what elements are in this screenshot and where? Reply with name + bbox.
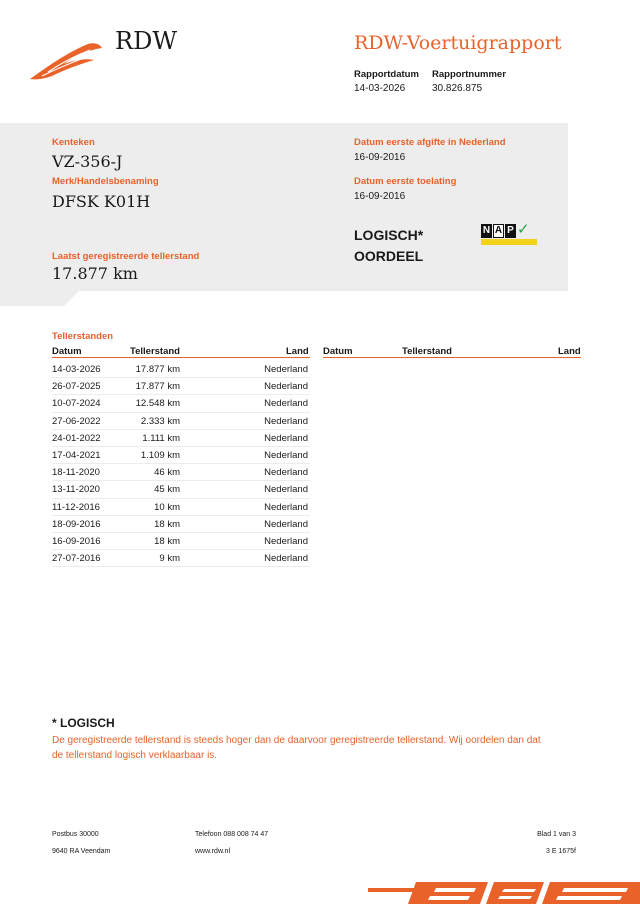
footer-stripes — [368, 880, 640, 906]
row-date: 14-03-2026 — [52, 364, 101, 375]
first-nl-value: 16-09-2016 — [354, 152, 406, 163]
table-row — [52, 413, 310, 430]
verdict-line-1: LOGISCH* — [354, 227, 424, 243]
odometer-table-title: Tellerstanden — [52, 331, 114, 342]
table-row — [52, 499, 310, 516]
row-date: 26-07-2025 — [52, 381, 101, 393]
row-km: 9 km — [159, 553, 180, 565]
nap-yellow-bar — [481, 239, 537, 245]
row-km: 1.111 km — [142, 432, 180, 444]
row-country: Nederland — [264, 518, 308, 530]
footer-city: 9640 RA Veendam — [52, 848, 111, 855]
table-row — [52, 395, 310, 412]
row-date: 18-11-2020 — [52, 467, 100, 479]
footer-website: www.rdw.nl — [195, 848, 231, 855]
table-header-km: Tellerstand — [130, 346, 180, 357]
row-date: 27-06-2022 — [52, 415, 101, 427]
table-header-country: Land — [286, 346, 309, 357]
plate-label: Kenteken — [52, 137, 95, 148]
table-row — [52, 533, 310, 550]
row-country: Nederland — [264, 398, 308, 410]
table-row — [52, 430, 310, 447]
table2-header-km: Tellerstand — [402, 346, 452, 357]
row-km: 18 km — [154, 518, 180, 530]
footer-page: Blad 1 van 3 — [537, 831, 576, 838]
row-km: 18 km — [154, 536, 180, 547]
odometer-value: 17.877 km — [52, 264, 138, 283]
plate-value: VZ-356-J — [52, 152, 123, 171]
brand-name: RDW — [115, 27, 177, 55]
report-number-value: 30.826.875 — [432, 83, 483, 94]
row-km: 17.877 km — [135, 381, 180, 393]
make-value: DFSK K01H — [52, 192, 151, 211]
row-date: 13-11-2020 — [52, 484, 100, 496]
table-row — [52, 447, 310, 464]
odometer-label: Laatst geregistreerde tellerstand — [52, 251, 200, 262]
note-heading: * LOGISCH — [52, 716, 115, 730]
footer-phone: Telefoon 088 008 74 47 — [195, 831, 269, 838]
table-row — [52, 516, 310, 533]
first-admission-value: 16-09-2016 — [354, 191, 406, 202]
table-row — [52, 378, 310, 395]
table-row — [52, 550, 310, 567]
row-date: 10-07-2024 — [52, 398, 101, 410]
report-date-value: 14-03-2026 — [354, 83, 406, 94]
table2-header-country: Land — [558, 346, 581, 357]
report-date-label: Rapportdatum — [354, 69, 419, 80]
nap-check-icon: ✓ — [517, 221, 530, 238]
table-row — [52, 361, 310, 378]
row-date: 27-07-2016 — [52, 553, 101, 565]
row-date: 18-09-2016 — [52, 518, 101, 530]
table-header-rule — [52, 357, 310, 358]
verdict-line-2: OORDEEL — [354, 248, 424, 264]
row-country: Nederland — [264, 364, 308, 375]
row-country: Nederland — [264, 501, 308, 513]
table2-header-rule — [323, 357, 581, 358]
row-km: 17.877 km — [135, 364, 180, 375]
first-nl-label: Datum eerste afgifte in Nederland — [354, 137, 506, 148]
row-date: 17-04-2021 — [52, 450, 101, 461]
row-km: 1.109 km — [140, 450, 180, 461]
row-km: 10 km — [154, 501, 180, 513]
row-country: Nederland — [264, 415, 308, 427]
report-number-label: Rapportnummer — [432, 69, 506, 80]
row-date: 24-01-2022 — [52, 432, 101, 444]
footer-postbus: Postbus 30000 — [52, 831, 99, 838]
table-row — [52, 481, 310, 498]
make-label: Merk/Handelsbenaming — [52, 176, 159, 187]
nap-letter-a: A — [494, 225, 503, 236]
row-country: Nederland — [264, 484, 308, 496]
panel-notch — [0, 290, 80, 306]
note-text: De geregistreerde tellerstand is steeds hoger dan de daarvoor geregistreerde tellerstand. Wij oordelen dan dat de tellerstand logisch verklaarbaar is. — [52, 735, 541, 761]
first-admission-label: Datum eerste toelating — [354, 176, 457, 187]
table-header-date: Datum — [52, 346, 82, 357]
table-row — [52, 464, 310, 481]
row-country: Nederland — [264, 536, 308, 547]
nap-letter-n: N — [482, 225, 491, 236]
row-country: Nederland — [264, 432, 308, 444]
nap-letter-p: P — [505, 224, 516, 238]
table2-header-date: Datum — [323, 346, 353, 357]
report-title: RDW-Voertuigrapport — [354, 32, 562, 54]
row-date: 16-09-2016 — [52, 536, 101, 547]
row-km: 46 km — [154, 467, 180, 479]
row-country: Nederland — [264, 381, 308, 393]
nap-logo — [481, 221, 537, 246]
row-km: 2.333 km — [140, 415, 180, 427]
row-country: Nederland — [264, 467, 308, 479]
rdw-logo-mark — [28, 38, 106, 82]
row-country: Nederland — [264, 450, 308, 461]
row-km: 12.548 km — [135, 398, 180, 410]
row-km: 45 km — [154, 484, 180, 496]
row-country: Nederland — [264, 553, 308, 565]
footer-code: 3 E 1675f — [546, 848, 576, 855]
row-date: 11-12-2016 — [52, 501, 100, 513]
